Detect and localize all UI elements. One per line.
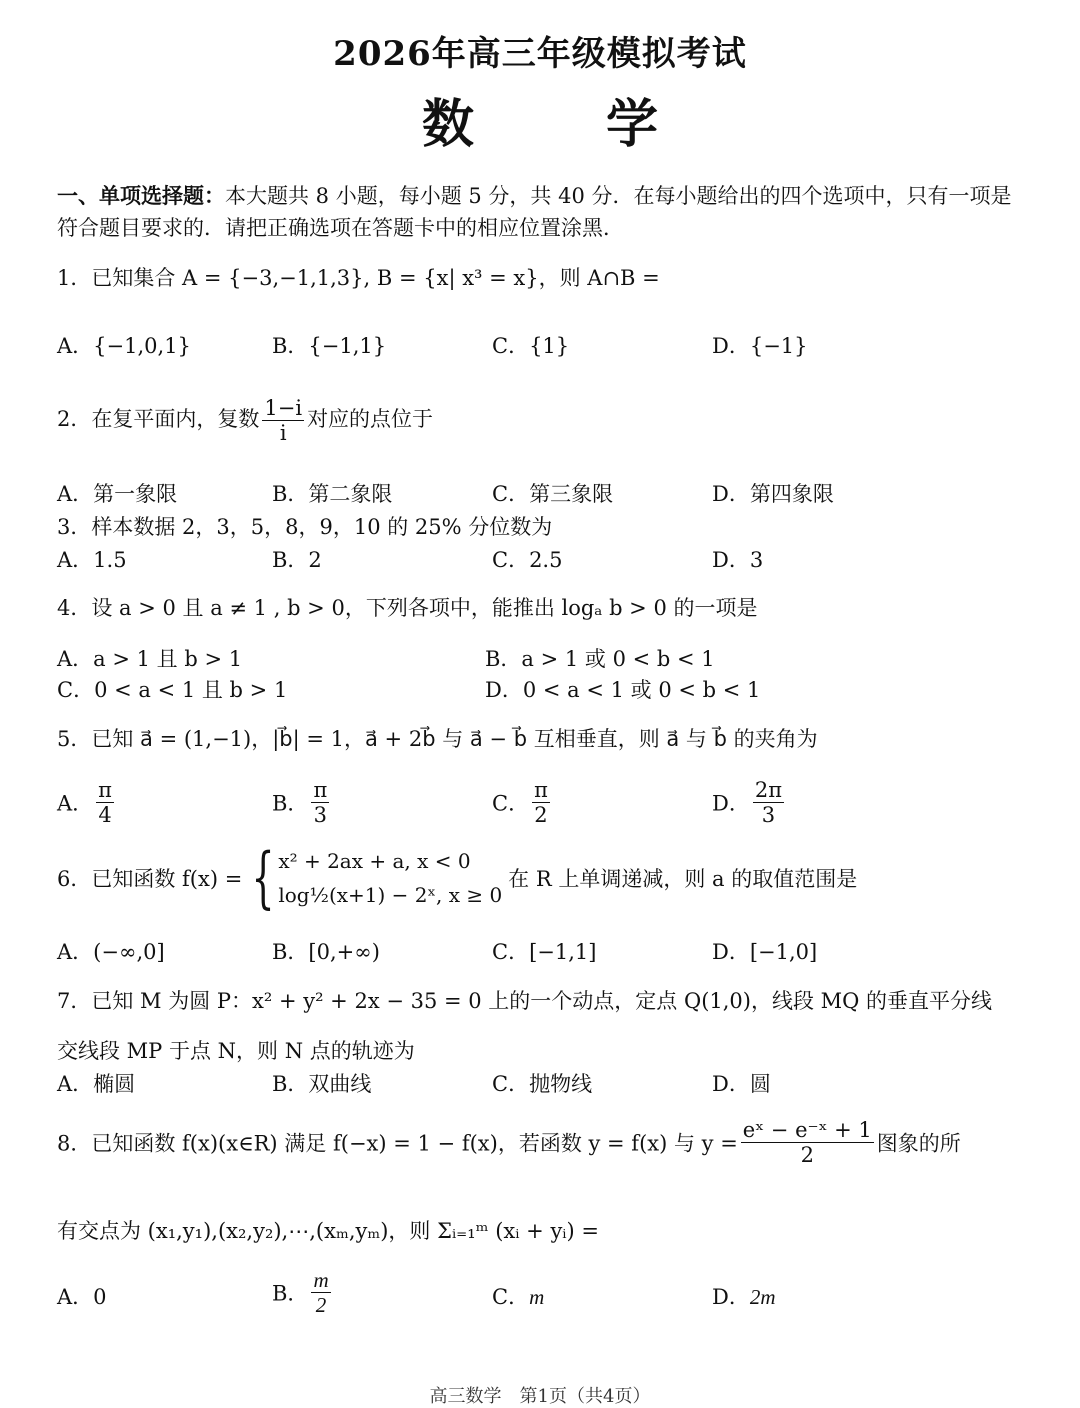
q5-a-fraction	[96, 778, 114, 827]
q5-c-label: C．	[492, 791, 530, 816]
q8-b-fraction	[311, 1268, 330, 1317]
question-8-stem-line-1	[57, 1118, 961, 1167]
q2-stem-suffix: 对应的点位于	[307, 407, 434, 432]
q8-frac-den: 2	[800, 1143, 814, 1168]
q5-b-label: B．	[272, 791, 309, 816]
q5-d-den: 3	[761, 803, 776, 828]
q6-piecewise	[278, 844, 502, 912]
question-3-stem: 3．样本数据 2，3，5，8，9，10 的 25% 分位数为	[57, 515, 553, 539]
q7-option-b: B．双曲线	[272, 1072, 372, 1096]
q1-option-a: A．{−1,0,1}	[57, 334, 191, 358]
question-4-stem: 4．设 a > 0 且 a ≠ 1 , b > 0，下列各项中，能推出 logₐ b > 0 的一项是	[57, 596, 758, 620]
section-instructions	[57, 180, 1022, 244]
q6-piece-2: log½(x+1) − 2ˣ, x ≥ 0	[278, 883, 503, 907]
q5-b-den: 3	[313, 803, 328, 828]
question-8-stem-line-2: 有交点为 (x₁,y₁),(x₂,y₂),⋯,(xₘ,yₘ)，则 Σᵢ₌₁ᵐ (xᵢ + yᵢ) =	[57, 1219, 600, 1243]
q6-option-a: A．(−∞,0]	[57, 940, 165, 964]
section-heading: 一、单项选择题：	[57, 183, 225, 208]
q8-option-d	[712, 1281, 776, 1311]
q2-fraction	[262, 396, 304, 445]
q8-b-num: m	[313, 1268, 329, 1292]
q2-option-b: B．第二象限	[272, 482, 393, 506]
exam-title: 2026年高三年级模拟考试	[333, 34, 747, 74]
q6-stem-prefix: 6．已知函数 f(x) =	[57, 867, 243, 891]
q8-b-den: 2	[315, 1293, 327, 1318]
q5-d-num: 2π	[754, 778, 783, 802]
section-text: 本大题共 8 小题，每小题 5 分，共 40 分．在每小题给出的四个选项中，只有一项是符合题目要求的．请把正确选项在答题卡中的相应位置涂黑．	[57, 184, 1012, 240]
q8-stem-prefix: 8．已知函数 f(x)(x∈R) 满足 f(−x) = 1 − f(x)，若函数 y = f(x) 与 y =	[57, 1131, 738, 1156]
q4-option-b: B．a > 1 或 0 < b < 1	[485, 647, 715, 671]
q7-option-d: D．圆	[712, 1072, 771, 1096]
q5-a-den: 4	[98, 803, 112, 828]
question-5-stem: 5．已知 a⃗ = (1,−1)，|b⃗| = 1，a⃗ + 2b⃗ 与 a⃗ − b⃗ 互相垂直，则 a⃗ 与 b⃗ 的夹角为	[57, 727, 818, 751]
q3-option-a: A．1.5	[57, 548, 127, 572]
q4-option-a: A．a > 1 且 b > 1	[57, 647, 243, 671]
question-7-stem-line-1: 7．已知 M 为圆 P：x² + y² + 2x − 35 = 0 上的一个动点，定点 Q(1,0)，线段 MQ 的垂直平分线	[57, 989, 993, 1013]
question-7-stem-line-2: 交线段 MP 于点 N，则 N 点的轨迹为	[57, 1039, 415, 1063]
question-2-stem	[57, 396, 433, 445]
q8-option-c	[492, 1281, 544, 1311]
q5-a-label: A．	[57, 791, 94, 816]
q3-option-d: D．3	[712, 548, 764, 572]
q8-a-text: 0	[93, 1285, 107, 1309]
q5-d-fraction	[753, 778, 784, 827]
q1-option-d: D．{−1}	[712, 334, 808, 358]
q5-c-num: π	[534, 778, 548, 802]
q5-d-label: D．	[712, 791, 750, 816]
q8-frac-num: eˣ − e⁻ˣ + 1	[742, 1118, 872, 1142]
q2-option-a: A．第一象限	[57, 482, 178, 506]
q8-c-label: C．	[492, 1285, 530, 1309]
q3-option-c: C．2.5	[492, 548, 563, 572]
q2-option-d: D．第四象限	[712, 482, 834, 506]
q6-option-d: D．[−1,0]	[712, 940, 818, 964]
q5-a-num: π	[98, 778, 112, 802]
q5-c-fraction	[532, 778, 550, 827]
q5-option-a	[57, 778, 117, 827]
q5-b-num: π	[313, 778, 328, 802]
q4-option-d: D．0 < a < 1 或 0 < b < 1	[485, 678, 761, 702]
q1-option-c: C．{1}	[492, 334, 570, 358]
q2-frac-num: 1−i	[264, 396, 303, 420]
q7-option-c: C．抛物线	[492, 1072, 593, 1096]
page-footer: 高三数学 第1页（共4页）	[429, 1386, 651, 1407]
subject-title: 数 学	[421, 94, 698, 155]
q8-fraction	[741, 1118, 874, 1167]
piecewise-brace: {	[251, 839, 275, 916]
q8-stem-suffix: 图象的所	[876, 1131, 961, 1156]
q2-option-c: C．第三象限	[492, 482, 614, 506]
q5-option-c	[492, 778, 553, 827]
q3-option-b: B．2	[272, 548, 322, 572]
q6-option-b: B．[0,+∞)	[272, 940, 380, 964]
q7-option-a: A．椭圆	[57, 1072, 136, 1096]
q8-b-label: B．	[272, 1281, 309, 1306]
q8-d-label: D．	[712, 1285, 750, 1309]
question-6-stem	[57, 839, 858, 916]
q8-a-label: A．	[57, 1285, 94, 1309]
q8-option-b	[272, 1268, 334, 1317]
q8-option-a	[57, 1281, 107, 1311]
question-1-stem: 1．已知集合 A = {−3,−1,1,3}, B = {x| x³ = x}，则 A∩B =	[57, 266, 660, 290]
q6-stem-suffix: 在 R 上单调递减，则 a 的取值范围是	[508, 867, 858, 891]
q6-option-c: C．[−1,1]	[492, 940, 597, 964]
q5-option-b	[272, 778, 332, 827]
q5-c-den: 2	[534, 803, 548, 828]
q2-stem-prefix: 2．在复平面内，复数	[57, 407, 260, 432]
q1-option-b: B．{−1,1}	[272, 334, 387, 358]
q4-option-c: C．0 < a < 1 且 b > 1	[57, 678, 288, 702]
q5-option-d	[712, 778, 787, 827]
q8-d-text: 2m	[749, 1285, 776, 1309]
q6-piece-1: x² + 2ax + a, x < 0	[278, 849, 471, 873]
q5-b-fraction	[311, 778, 329, 827]
q8-c-text: m	[529, 1285, 545, 1309]
q2-frac-den: i	[279, 421, 287, 446]
